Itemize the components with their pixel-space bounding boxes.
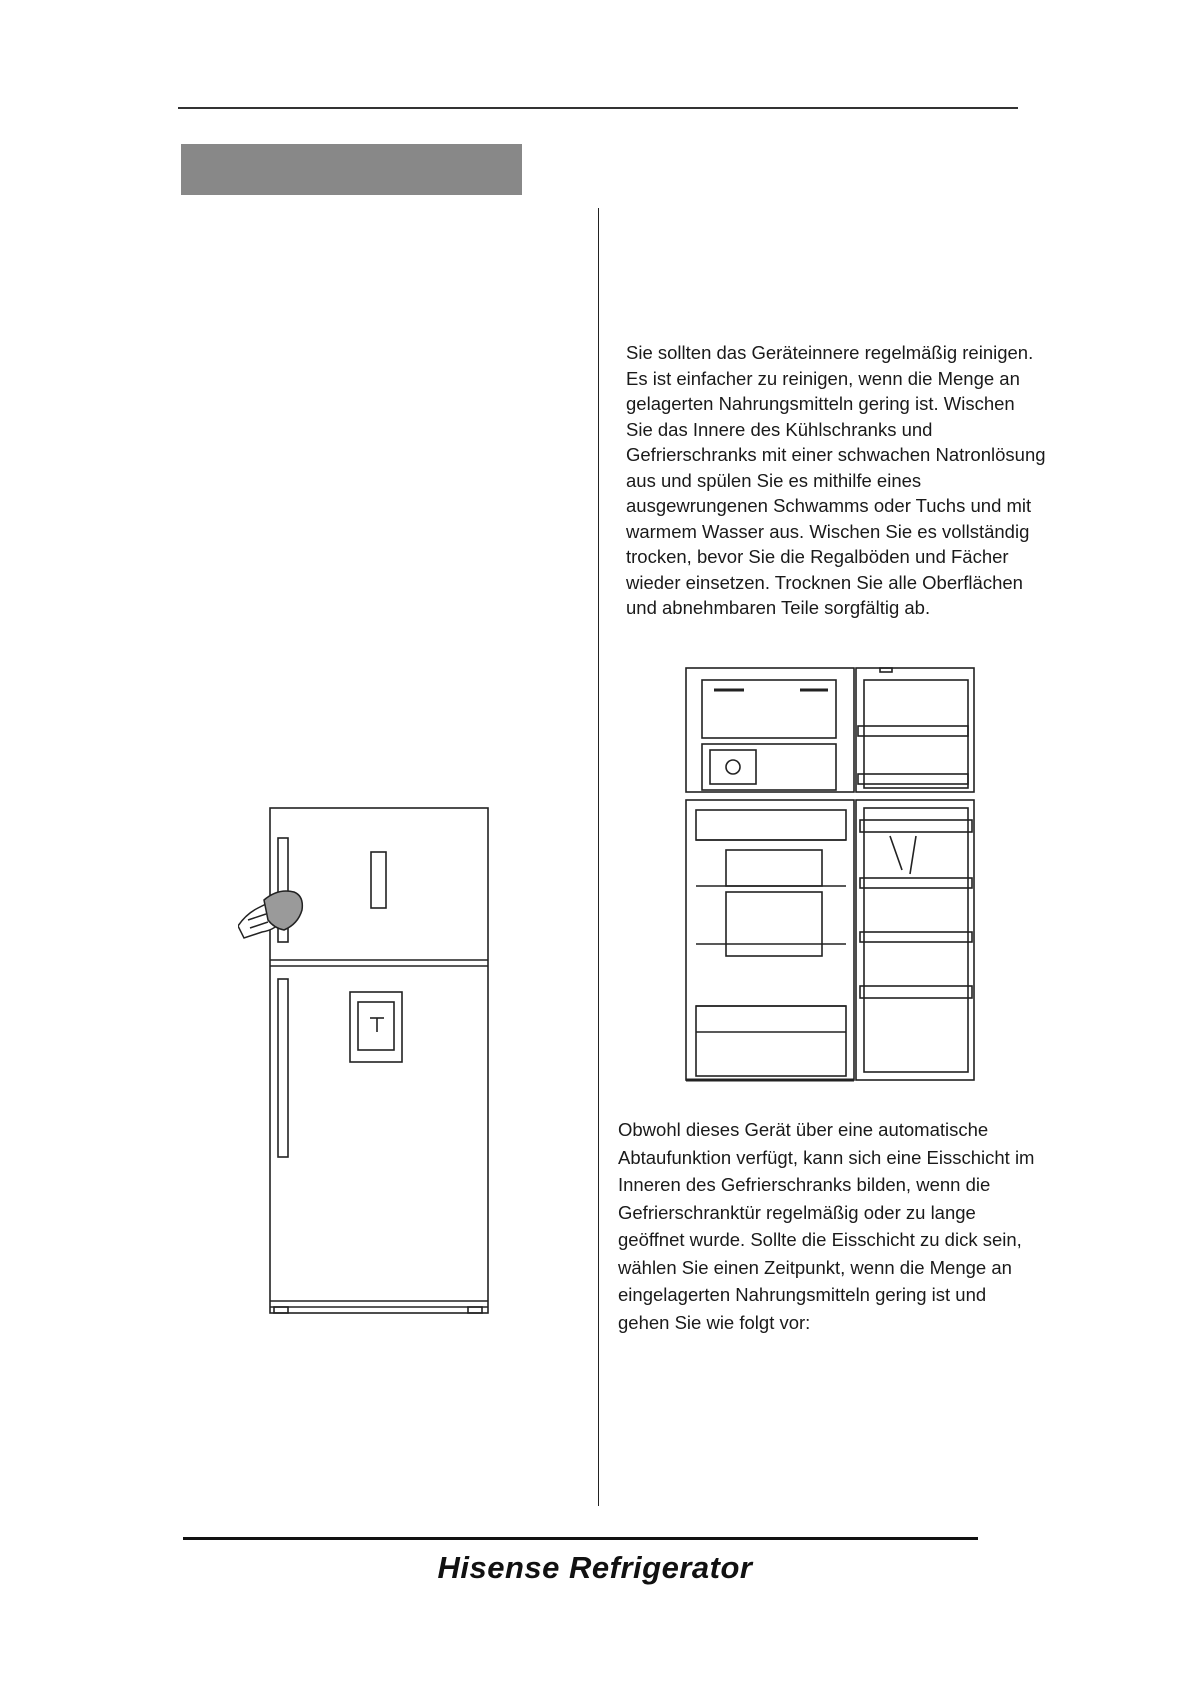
column-divider (598, 208, 599, 1506)
brand-footer: Hisense Refrigerator (437, 1550, 753, 1585)
bottom-rule (183, 1537, 978, 1540)
fridge-exterior-cleaning-illustration (238, 796, 498, 1326)
section-heading-bar (181, 144, 522, 195)
defrosting-paragraph: Obwohl dieses Gerät über eine automatische Abtaufunktion verfügt, kann sich eine Eisschicht im Inneren des Gefrierschranks bilden, wenn die Gefrierschranktür regelmäßig oder zu lange geöffnet wurde. Sollte die Eisschicht zu dick sein, wählen Sie einen Zeitpunkt, wenn die Menge an eingelagerten Nahrungsmitteln gering ist und gehen Sie wie folgt vor: (618, 1119, 1035, 1333)
interior-cleaning-paragraph: Sie sollten das Geräteinnere regelmäßig reinigen. Es ist einfacher zu reinigen, wenn die Menge an gelagerten Nahrungsmitteln gering ist. Wischen Sie das Innere des Kühlschranks und Gefrierschranks mit einer schwachen Natronlösung aus und spülen Sie es mithilfe eines ausgewrungenen Schwamms oder Tuchs und mit warmem Wasser aus. Wischen Sie es vollständig trocken, bevor Sie die Regalböden und Fächer wieder einsetzen. Trocknen Sie alle Oberflächen und abnehmbaren Teile sorgfältig ab. (626, 342, 1046, 618)
fridge-interior-illustration (680, 660, 980, 1086)
top-rule (178, 107, 1018, 109)
